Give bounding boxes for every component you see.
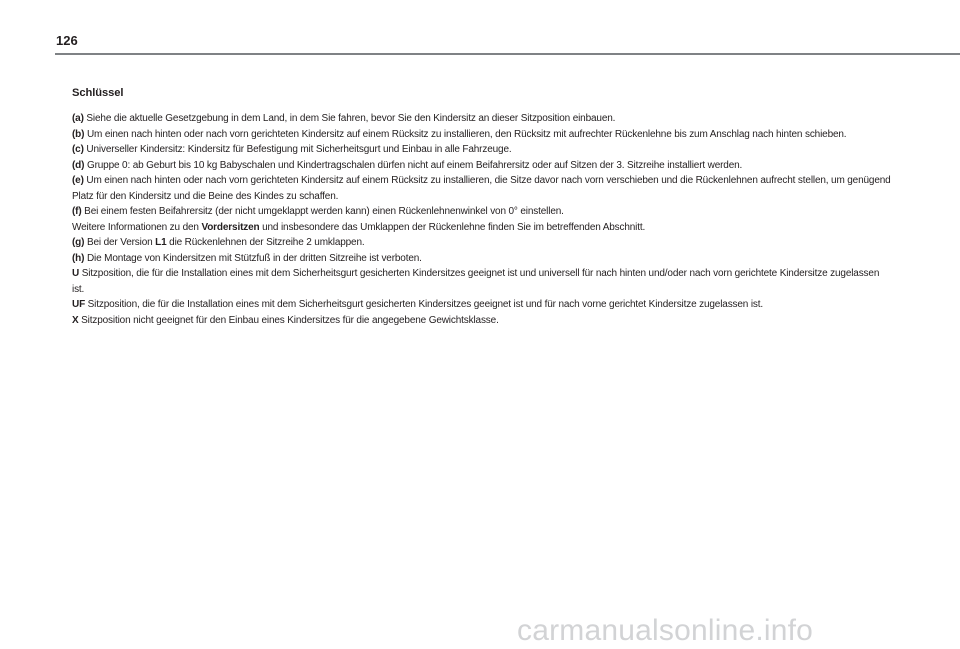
legend-key: U [72, 268, 80, 279]
header-divider [55, 53, 960, 55]
note-e [72, 173, 892, 204]
note-c [72, 142, 892, 158]
note-key: (a) [72, 113, 84, 124]
watermark: carmanualsonline.info [517, 614, 814, 647]
legend-uf [72, 297, 892, 313]
section-heading: Schlüssel [72, 87, 124, 99]
version-label: L1 [155, 237, 167, 248]
legend-text: Sitzposition, die für die Installation eines mit dem Sicherheitsgurt gesicherten Kindersitzes geeignet ist und für nach vorne gerichtet Kindersitze zugelassen ist. [85, 299, 764, 310]
note-text: Um einen nach hinten oder nach vorn gerichteten Kindersitz auf einem Rücksitz zu installieren, den Rücksitz mit aufrechter Rückenlehne bis zum Anschlag nach hinten schieben. [84, 128, 847, 140]
further-info-text: und insbesondere das Umklappen der Rückenlehne finden Sie im betreffenden Abschnitt. [259, 221, 646, 233]
note-text: Bei einem festen Beifahrersitz (der nicht umgeklappt werden kann) einen Rückenlehnenwinkel von 0° einstellen. [81, 206, 564, 217]
note-h [72, 251, 892, 267]
legend-key: UF [72, 299, 86, 310]
note-text: die Rückenlehnen der Sitzreihe 2 umklappen. [166, 237, 365, 248]
key-section [72, 86, 892, 328]
note-key: (e) [72, 175, 84, 186]
legend-text: Sitzposition nicht geeignet für den Einbau eines Kindersitzes für die angegebene Gewichtsklasse. [78, 314, 499, 326]
note-key: (c) [72, 144, 84, 155]
note-text: Die Montage von Kindersitzen mit Stützfuß in der dritten Sitzreihe ist verboten. [84, 252, 422, 264]
note-key: (g) [72, 237, 85, 248]
note-text: Siehe die aktuelle Gesetzgebung in dem Land, in dem Sie fahren, bevor Sie den Kindersitz an dieser Sitzposition einbauen. [83, 113, 616, 124]
legend-key: X [72, 314, 79, 326]
note-text: Universeller Kindersitz: Kindersitz für Befestigung mit Sicherheitsgurt und Einbau in alle Fahrzeuge. [83, 144, 512, 155]
further-info-note [72, 220, 892, 236]
legend-x [72, 313, 892, 329]
note-text: Gruppe 0: ab Geburt bis 10 kg Babyschalen und Kindertragschalen dürfen nicht auf einem Beifahrersitz oder auf Sitzen der 3. Sitzreihe installiert werden. [84, 159, 743, 171]
note-text: Um einen nach hinten oder nach vorn gerichteten Kindersitz auf einem Rücksitz zu installieren, die Sitze davor nach vorn verschieben und die Rückenlehnen aufrecht stellen, um genügend Platz für den Kindersitz und die Beine des Kindes zu schaffen. [72, 175, 891, 202]
note-d [72, 158, 892, 174]
note-g [72, 235, 892, 251]
page-number: 126 [56, 33, 78, 48]
note-key: (b) [72, 128, 85, 140]
note-b [72, 127, 892, 143]
note-a [72, 111, 892, 127]
note-text: Bei der Version [84, 237, 156, 248]
note-key: (f) [72, 206, 82, 217]
further-info-text: Weitere Informationen zu den [72, 221, 202, 233]
note-key: (h) [72, 252, 85, 264]
legend-text: Sitzposition, die für die Installation eines mit dem Sicherheitsgurt gesicherten Kindersitzes geeignet ist und universell für nach hinten und/oder nach vorn gerichtete Kindersitze zugelassen ist. [72, 268, 880, 295]
note-key: (d) [72, 159, 85, 171]
note-f [72, 204, 892, 220]
front-seats-reference: Vordersitzen [201, 221, 260, 233]
legend-u [72, 266, 892, 297]
